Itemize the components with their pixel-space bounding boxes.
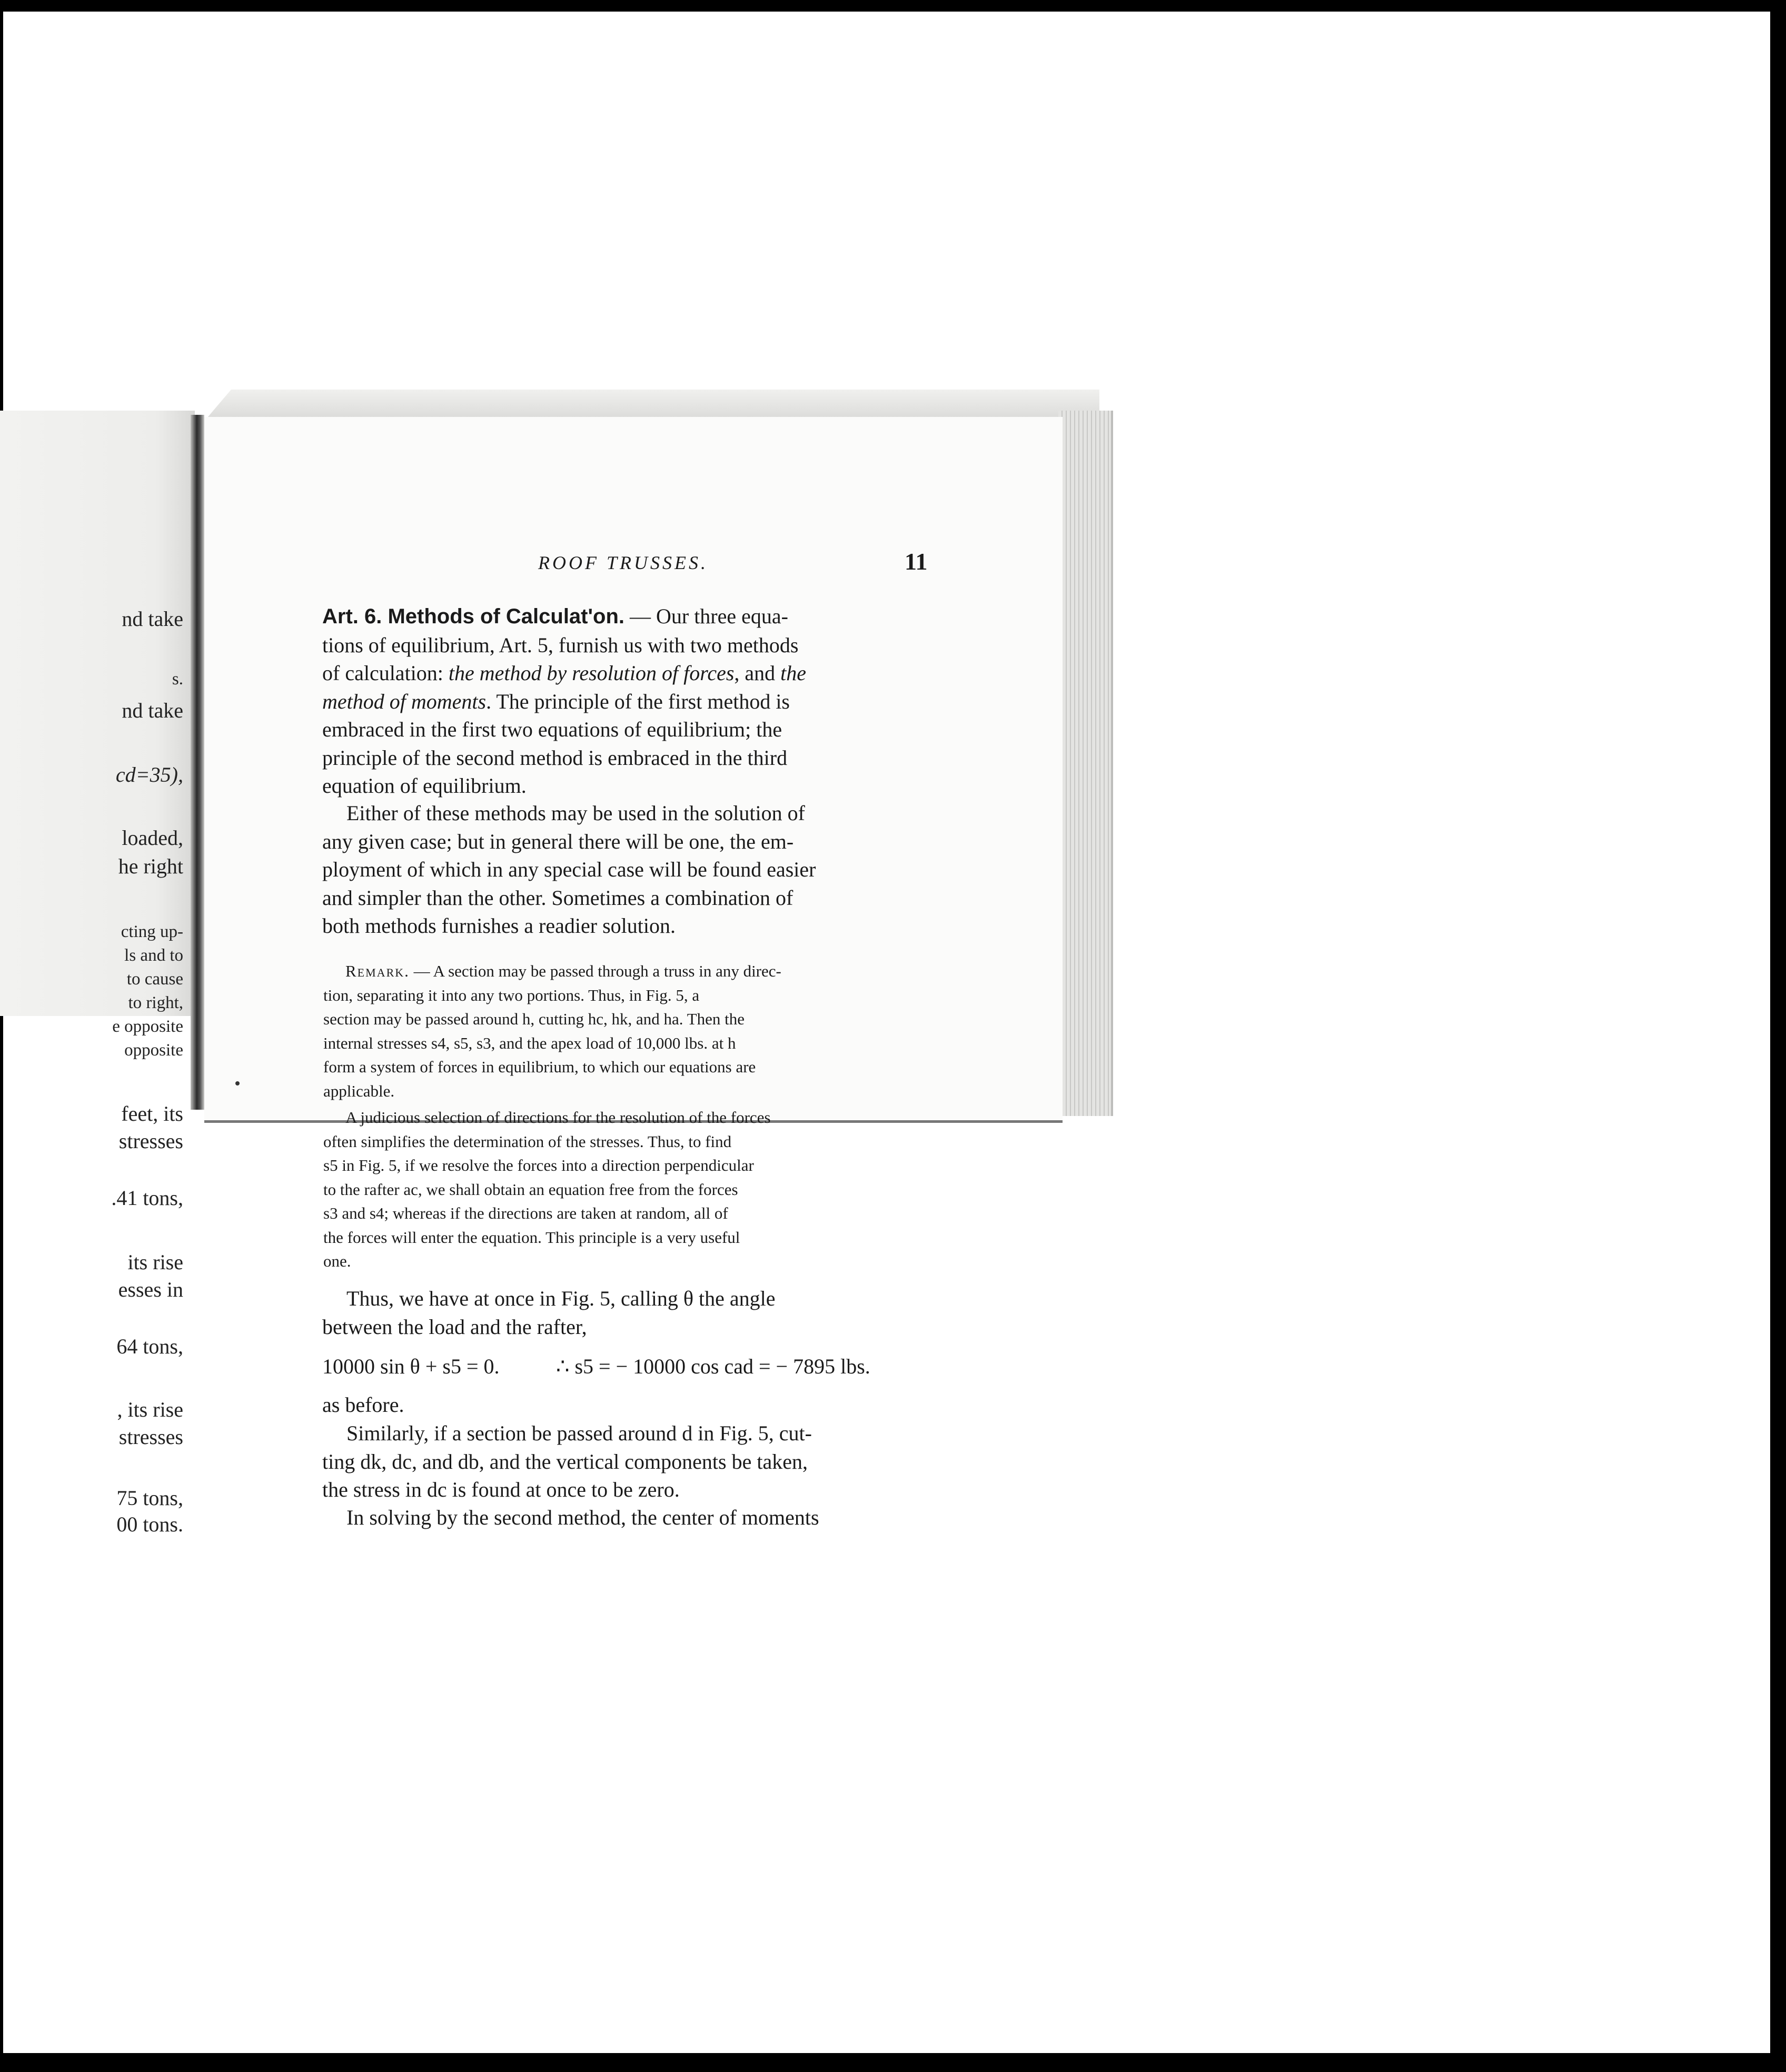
remark-label: Remark.	[345, 962, 410, 980]
page-number: 11	[905, 548, 928, 575]
running-head: ROOF TRUSSES.	[538, 552, 708, 573]
paragraph-4: as before.	[322, 1393, 404, 1417]
scan-border-bottom	[0, 2053, 1786, 2072]
left-fragment: .41 tons,	[111, 1186, 183, 1210]
left-fragment: 64 tons,	[116, 1334, 183, 1358]
remark-block: Remark. — A section may be passed through a truss in any direc- tion, separating it into any two portions. Thus, in Fig. 5, a section may be passed around h, cutting hc, hk, and ha. Then the internal stresses s4, s5, s3, and the apex load of 10,000 lbs. at h form a system of forces in equilibrium, to which our equations are applicable.	[323, 962, 781, 1100]
paragraph-3: Thus, we have at once in Fig. 5, calling θ the angle between the load and the rafter,	[322, 1287, 776, 1339]
paragraph-6: In solving by the second method, the center of moments	[346, 1506, 819, 1529]
remark-block-2: A judicious selection of directions for the resolution of the forces often simplifies the determination of the stresses. Thus, to find s5 in Fig. 5, if we resolve the forces into a direction perpendicular to the rafter ac, we shall obtain an equation free from the forces s3 and s4; whereas if the directions are taken at random, all of the forces will enter the equation. This principle is a very useful one.	[323, 1108, 771, 1270]
left-fragment: 00 tons.	[116, 1512, 183, 1536]
paragraph-2: Either of these methods may be used in the solution of any given case; but in general there will be one, the em- ployment of which in any special case will be found easier and simpler than the other. Sometimes a combination of both methods furnishes a readier solution.	[322, 801, 816, 938]
left-fragment: opposite	[124, 1041, 183, 1060]
scan-border-top	[0, 0, 1786, 12]
left-fragment: he right	[118, 854, 183, 878]
left-fragment: , its rise	[117, 1398, 183, 1421]
page-top-edge	[204, 390, 1099, 421]
left-fragment: stresses	[118, 1425, 183, 1449]
left-fragment: its rise	[127, 1250, 183, 1274]
left-fragment: s.	[172, 670, 183, 689]
left-fragment: nd take	[122, 607, 183, 631]
page-stack-edge	[1058, 411, 1113, 1116]
left-fragment: stresses	[118, 1129, 183, 1153]
equation-left: 10000 sin θ + s5 = 0.	[322, 1354, 500, 1378]
left-fragment: ls and to	[124, 946, 183, 965]
left-fragment: nd take	[122, 699, 183, 722]
left-fragment: e opposite	[112, 1017, 183, 1036]
left-page-text	[0, 0, 195, 2072]
left-fragment: 75 tons,	[116, 1486, 183, 1510]
paragraph-1: Art. 6. Methods of Calculat'on. — Our three equa- tions of equilibrium, Art. 5, furnish us with two methods of calculation: the method by resolution of forces, and the method of moments. The principle of the first method is embraced in the first two equations of equilibrium; the principle of the second method is embraced in the third equation of equilibrium.	[322, 604, 807, 798]
left-fragment: loaded,	[122, 826, 183, 850]
equation-right: ∴ s5 = − 10000 cos cad = − 7895 lbs.	[556, 1354, 870, 1378]
paragraph-5: Similarly, if a section be passed around d in Fig. 5, cut- ting dk, dc, and db, and the vertical components be taken, the stress in dc is found at once to be zero.	[322, 1421, 812, 1501]
left-fragment: cd=35),	[115, 763, 183, 786]
scan-border-right	[1770, 0, 1786, 2072]
left-fragment: feet, its	[121, 1102, 183, 1125]
left-fragment: to cause	[126, 970, 183, 989]
page-speck	[235, 1081, 240, 1085]
left-fragment: cting up-	[121, 922, 183, 941]
left-fragment: esses in	[118, 1278, 183, 1301]
article-heading: Art. 6. Methods of Calculat'on.	[322, 605, 624, 628]
left-fragment: to right,	[128, 993, 183, 1012]
